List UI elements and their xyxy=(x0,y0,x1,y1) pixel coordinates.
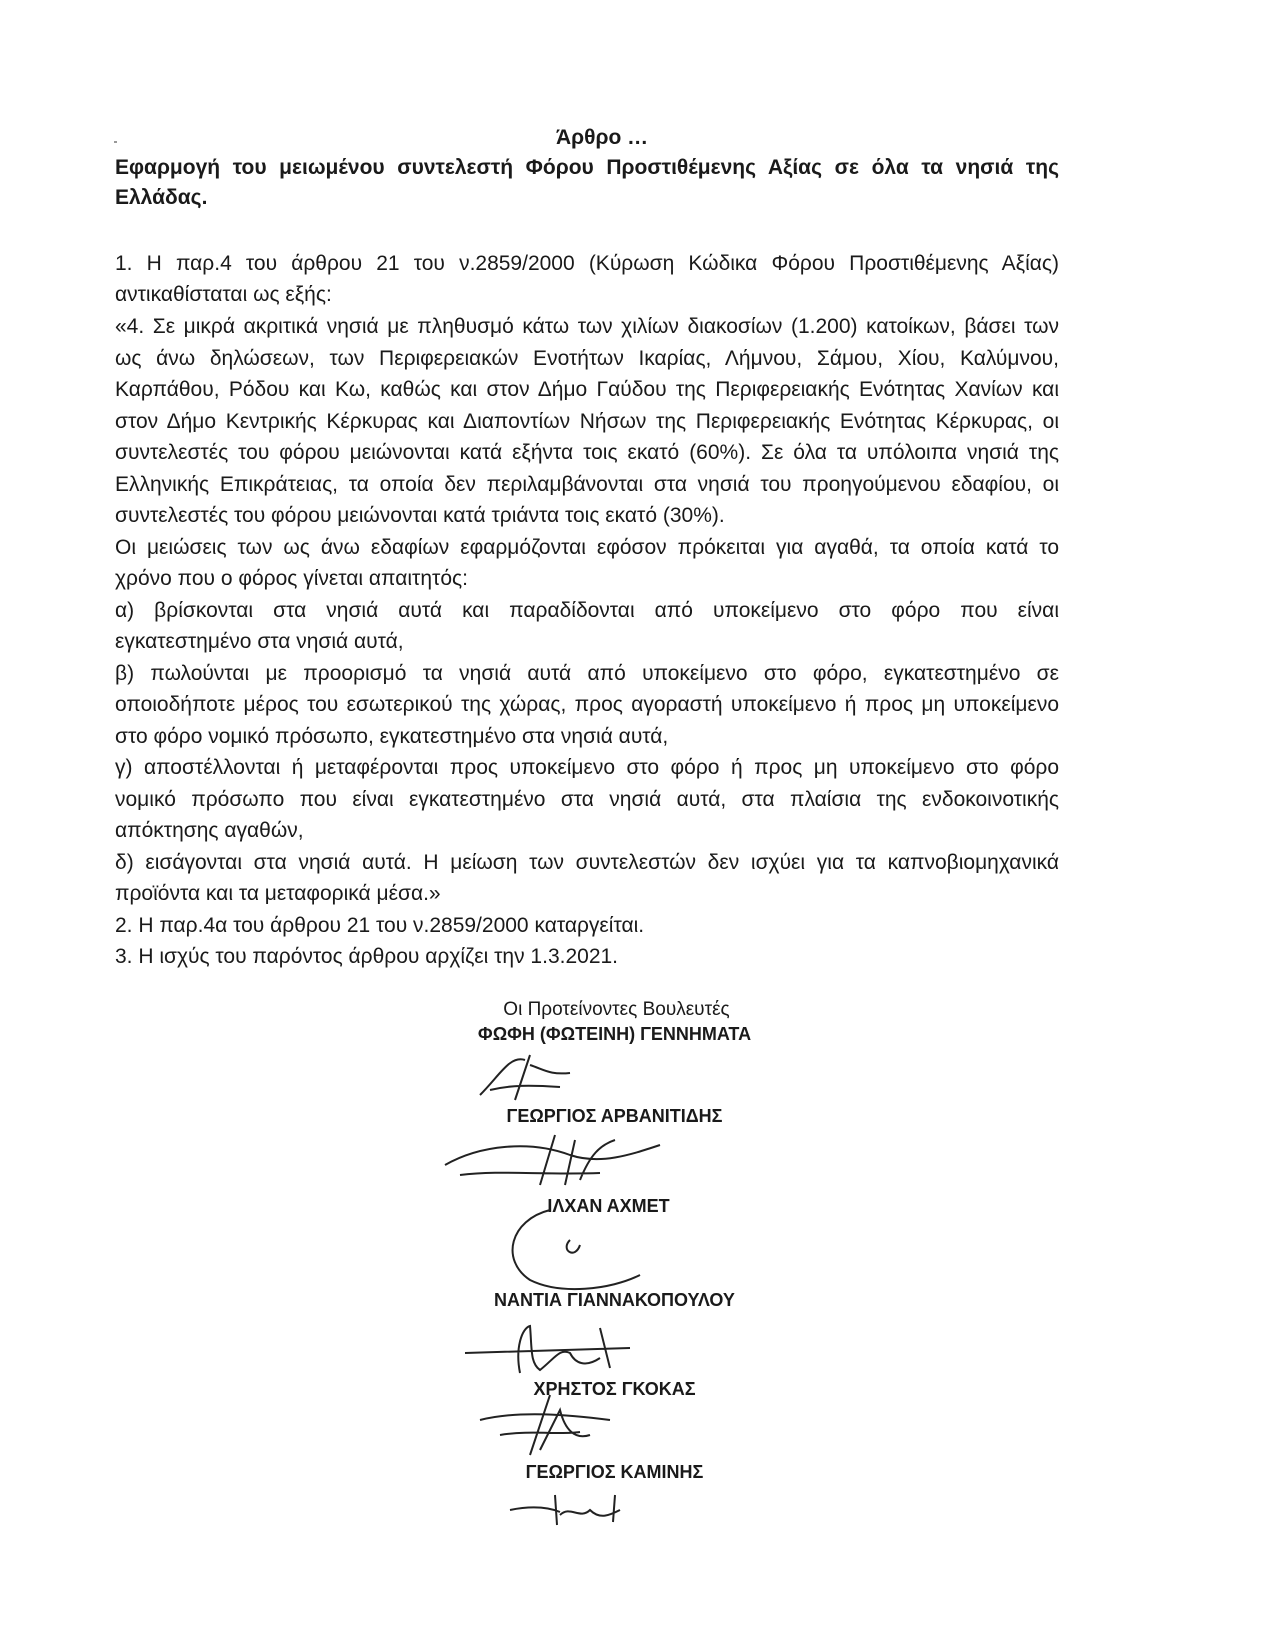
body-line: νομικό πρόσωπο που είναι εγκατεστημένο στα νησιά αυτά, στα πλαίσια της ενδοκοινοτικής xyxy=(115,788,1059,811)
article-title-line-2: Ελλάδας. xyxy=(115,186,208,209)
scan-speck xyxy=(114,141,117,143)
body-line: ως άνω δηλώσεων, των Περιφερειακών Ενοτήτων Ικαρίας, Λήμνου, Σάμου, Χίου, Καλύμνου, xyxy=(115,347,1059,370)
signatory-name: ΙΛΧΑΝ ΑΧΜΕΤ xyxy=(547,1196,670,1216)
body-line: α) βρίσκονται στα νησιά αυτά και παραδίδονται από υποκείμενο στο φόρο που είναι xyxy=(115,599,1059,622)
signature-scribble-2 xyxy=(440,1125,680,1195)
signatory-name: ΓΕΩΡΓΙΟΣ ΑΡΒΑΝΙΤΙΔΗΣ xyxy=(506,1106,723,1126)
signature-scribble-4 xyxy=(460,1318,640,1378)
body-line: χρόνο που ο φόρος γίνεται απαιτητός: xyxy=(115,567,468,590)
body-line: Ελληνικής Επικράτειας, τα οποία δεν περιλαμβάνονται στα νησιά του προηγούμενου εδαφίου, οι xyxy=(115,473,1059,496)
body-line: 3. Η ισχύς του παρόντος άρθρου αρχίζει την 1.3.2021. xyxy=(115,945,619,968)
body-line: δ) εισάγονται στα νησιά αυτά. Η μείωση των συντελεστών δεν ισχύει για τα καπνοβιομηχανικά xyxy=(115,851,1059,874)
signatory-name: ΦΩΦΗ (ΦΩΤΕΙΝΗ) ΓΕΝΝΗΜΑΤΑ xyxy=(477,1024,752,1044)
body-line: γ) αποστέλλονται ή μεταφέρονται προς υποκείμενο στο φόρο ή προς μη υποκείμενο στο φόρο xyxy=(115,756,1059,779)
body-line: συντελεστές του φόρου μειώνονται κατά εξήντα τοις εκατό (60%). Σε όλα τα υπόλοιπα νησιά της xyxy=(115,441,1059,464)
signature-scribble-6 xyxy=(505,1490,635,1530)
body-line: Καρπάθου, Ρόδου και Κω, καθώς και στον Δήμο Γαύδου της Περιφερειακής Ενότητας Χανίων και xyxy=(115,378,1059,401)
signature-scribble-3 xyxy=(490,1200,650,1295)
body-line: β) πωλούνται με προορισμό τα νησιά αυτά από υποκείμενο στο φόρο, εγκατεστημένο σε xyxy=(115,662,1059,685)
body-line: Οι μειώσεις των ως άνω εδαφίων εφαρμόζονται εφόσον πρόκειται για αγαθά, τα οποία κατά το xyxy=(115,536,1059,559)
body-line: εγκατεστημένο στα νησιά αυτά, xyxy=(115,630,404,653)
signatory-name: ΧΡΗΣΤΟΣ ΓΚΟΚΑΣ xyxy=(533,1379,696,1399)
body-line: στο φόρο νομικό πρόσωπο, εγκατεστημένο στα νησιά αυτά, xyxy=(115,725,669,748)
article-title-line-1: Εφαρμογή του μειωμένου συντελεστή Φόρου Προστιθέμενης Αξίας σε όλα τα νησιά της xyxy=(115,156,1059,179)
body-line: προϊόντα και τα μεταφορικά μέσα.» xyxy=(115,882,441,905)
body-line: οποιοδήποτε μέρος του εσωτερικού της χώρας, προς αγοραστή υποκείμενο ή προς μη υποκείμενο xyxy=(115,693,1059,716)
body-line: στον Δήμο Κεντρικής Κέρκυρας και Διαποντίων Νήσων της Περιφερειακής Ενότητας Κέρκυρας, οι xyxy=(115,410,1059,433)
signatory-name: ΓΕΩΡΓΙΟΣ ΚΑΜΙΝΗΣ xyxy=(525,1462,704,1482)
signatory-name: ΝΑΝΤΙΑ ΓΙΑΝΝΑΚΟΠΟΥΛΟΥ xyxy=(494,1290,735,1310)
signature-scribble-5 xyxy=(470,1390,620,1460)
body-line: 1. Η παρ.4 του άρθρου 21 του ν.2859/2000 (Κύρωση Κώδικα Φόρου Προστιθέμενης Αξίας) xyxy=(115,252,1059,275)
body-line: αντικαθίσταται ως εξής: xyxy=(115,283,332,306)
signatures-heading: Οι Προτείνοντες Βουλευτές xyxy=(503,999,730,1020)
body-line: 2. Η παρ.4α του άρθρου 21 του ν.2859/2000 καταργείται. xyxy=(115,914,645,937)
body-line: συντελεστές του φόρου μειώνονται κατά τριάντα τοις εκατό (30%). xyxy=(115,504,725,527)
signature-scribble-1 xyxy=(470,1045,590,1105)
body-line: «4. Σε μικρά ακριτικά νησιά με πληθυσμό κάτω των χιλίων διακοσίων (1.200) κατοίκων, βάσει των xyxy=(115,315,1059,338)
article-heading: Άρθρο … xyxy=(556,126,649,149)
body-line: απόκτησης αγαθών, xyxy=(115,819,304,842)
